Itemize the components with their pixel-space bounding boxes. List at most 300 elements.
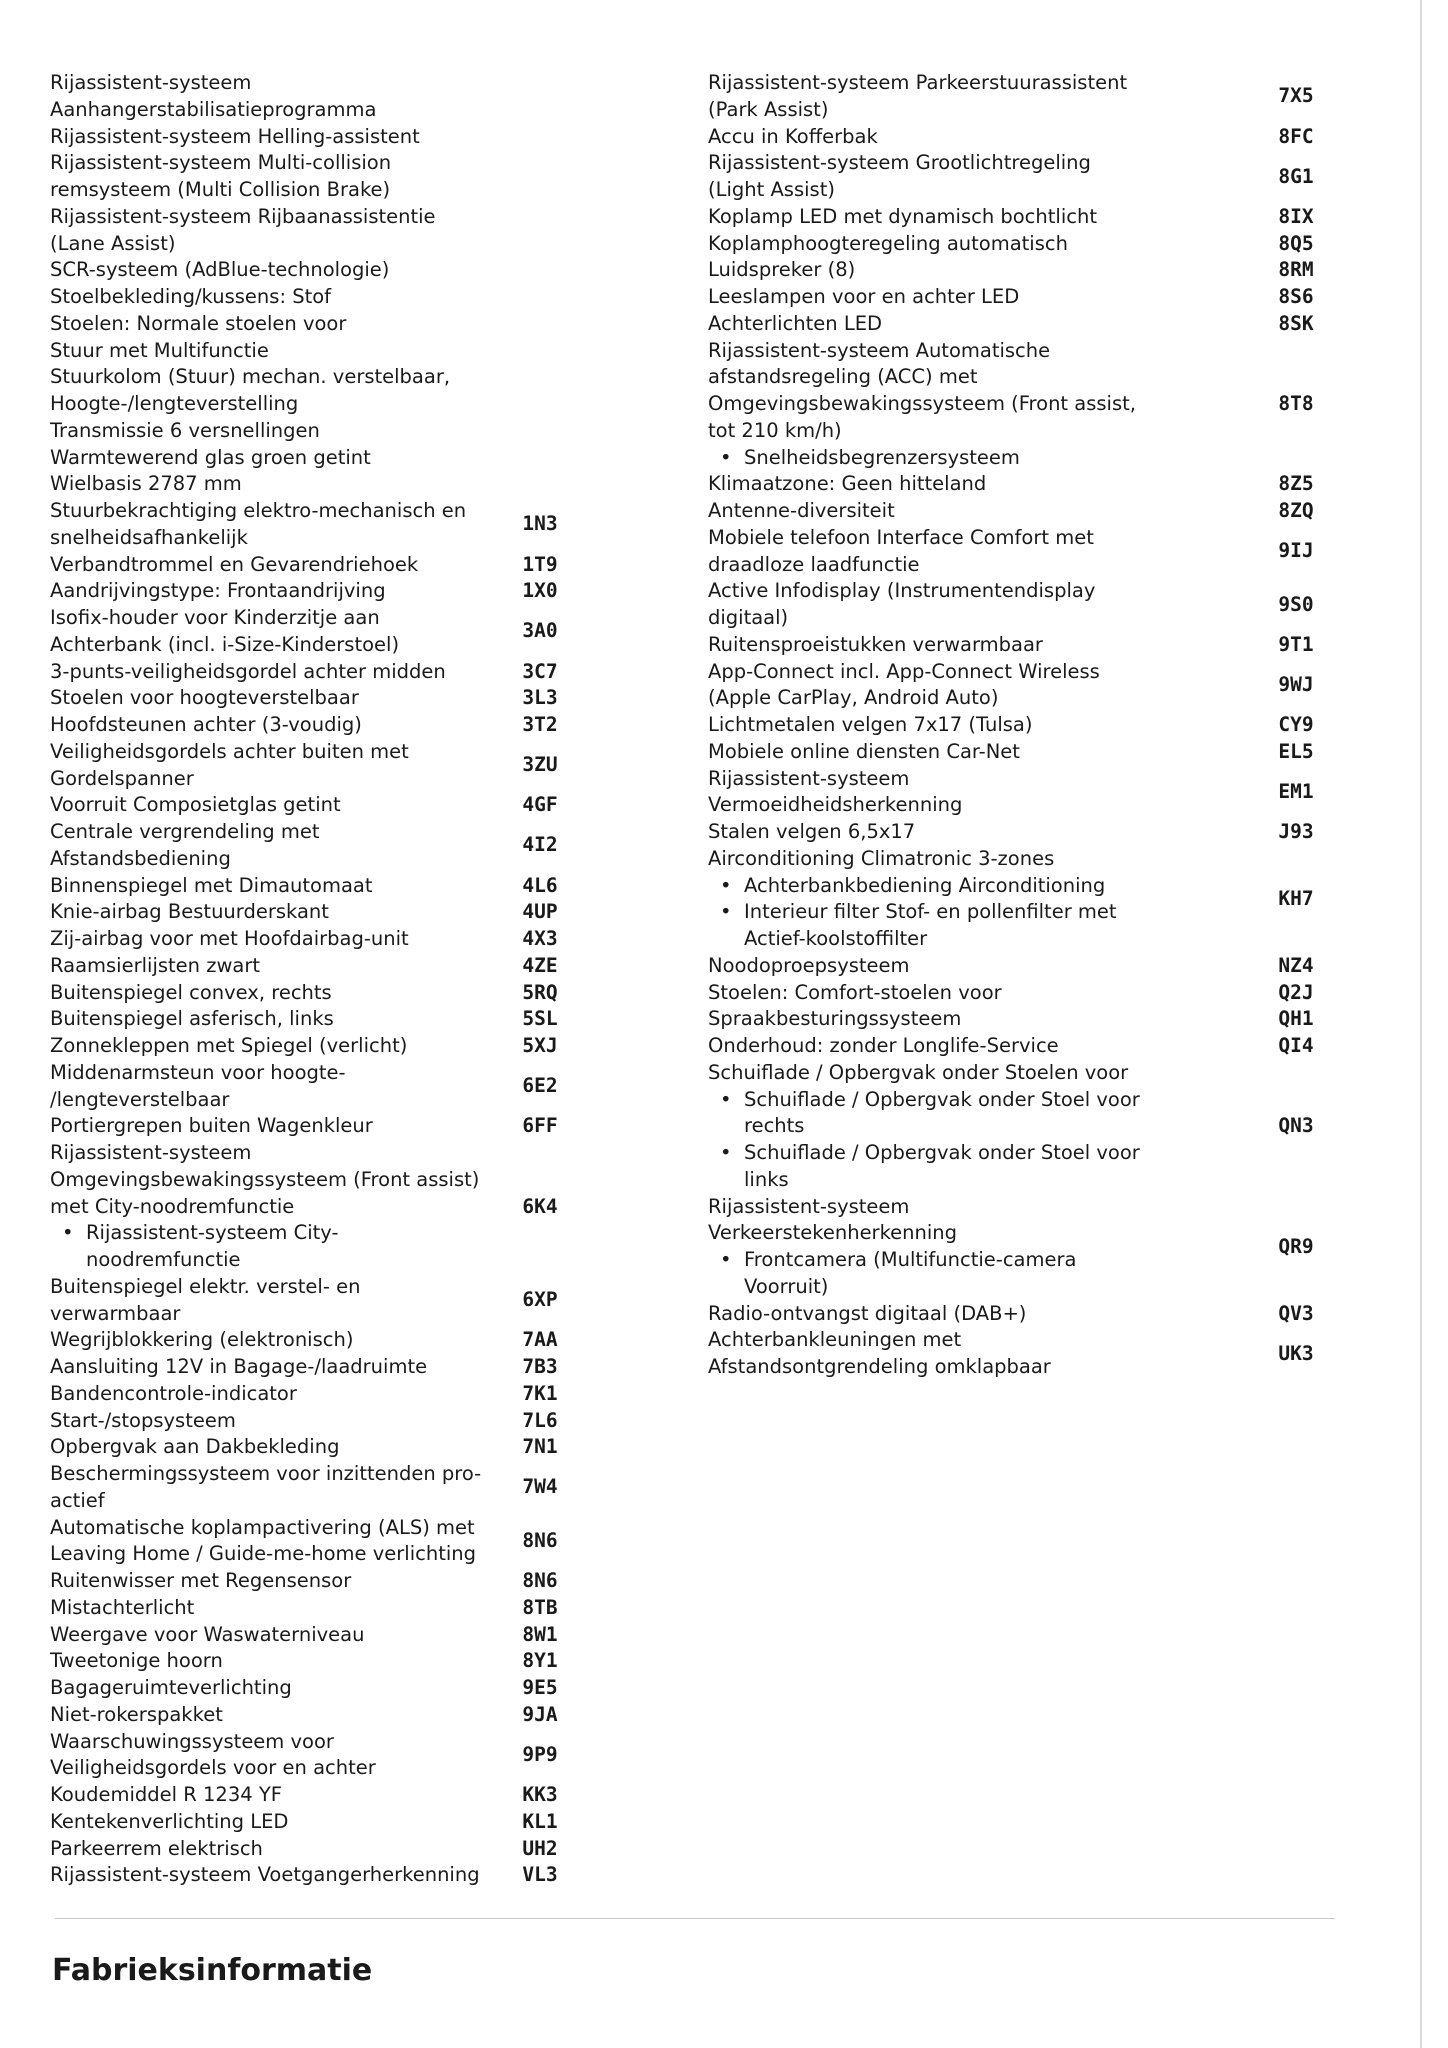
option-code: 6XP [522,1288,558,1312]
description-line: digitaal) [708,606,789,629]
option-code: 9S0 [1278,592,1314,616]
description-line: Gordelspanner [50,766,194,790]
description-line: Rijassistent-systeem [708,766,910,790]
option-row [50,899,690,926]
description-line: Koudemiddel R 1234 YF [50,1783,282,1806]
option-row [50,257,690,284]
option-row [50,552,690,579]
description-line: snelheidsafhankelijk [50,525,248,549]
option-description [708,284,1190,311]
option-description [50,792,500,819]
option-description [50,1140,500,1274]
option-code: 4GF [522,793,558,817]
description-line: App-Connect incl. App-Connect Wireless [708,659,1100,683]
description-line: Automatische koplampactivering (ALS) met [50,1515,475,1539]
option-code: VL3 [522,1863,558,1887]
description-bullet: noodremfunctie [86,1248,241,1271]
option-description [708,1033,1190,1060]
description-line: actief [50,1488,105,1512]
description-line: Achterbank (incl. i-Size-Kinderstoel) [50,632,400,656]
description-bullet: • Achterbankbediening Airconditioning [708,873,1178,900]
option-code: 4X3 [522,927,558,950]
description-line: Stoelen voor hoogteverstelbaar [50,686,359,710]
option-description [50,1809,500,1836]
option-row [708,632,1348,659]
option-code: 8S6 [1278,285,1314,308]
description-line: Zonnekleppen met Spiegel (verlicht) [50,1034,408,1057]
option-code: NZ4 [1278,953,1314,977]
description-line: Rijassistent-systeem Automatische [708,338,1051,362]
option-code: 9JA [522,1702,558,1726]
option-description [708,471,1190,498]
option-row [50,1274,690,1328]
description-line: Bandencontrole-indicator [50,1381,297,1405]
option-row [50,150,690,204]
description-line: Wielbasis 2787 mm [50,472,242,496]
description-line: Start-/stopsysteem [50,1408,236,1432]
option-code: 7N1 [522,1435,558,1459]
option-description [708,1194,1190,1301]
description-line: Rijassistent-systeem [50,71,252,94]
description-line: verwarmbaar [50,1301,181,1325]
description-line: Wegrijblokkering (elektronisch) [50,1328,354,1352]
option-code: 9WJ [1278,672,1314,696]
option-description [708,819,1190,846]
description-line: Mobiele telefoon Interface Comfort met [708,525,1094,549]
option-description [708,739,1190,766]
option-row [50,1354,690,1381]
option-row [50,980,690,1007]
option-row [708,712,1348,739]
option-description [50,1354,500,1381]
option-row [50,284,690,311]
description-line: Veiligheidsgordels achter buiten met [50,739,409,763]
description-line: 3-punts-veiligheidsgordel achter midden [50,659,446,683]
option-code: 3A0 [522,619,558,643]
option-code: 1N3 [522,512,558,536]
option-code: 1X0 [522,579,558,603]
description-line: (Lane Assist) [50,231,176,255]
option-description [50,284,500,311]
option-description [50,1408,500,1435]
option-code: 8T8 [1278,392,1314,415]
description-line: Rijassistent-systeem Voetgangerherkenning [50,1863,480,1887]
option-row [50,1113,690,1140]
description-line: Rijassistent-systeem Helling-assistent [50,124,420,148]
option-description [708,70,1190,124]
option-row [50,1729,690,1783]
option-code: 8N6 [522,1569,558,1592]
option-code: 8Y1 [522,1649,558,1673]
option-description [708,1006,1190,1033]
description-line: Airconditioning Climatronic 3-zones [708,846,1055,870]
option-code: QH1 [1278,1007,1314,1031]
description-line: Portiergrepen buiten Wagenkleur [50,1114,373,1138]
option-row [50,1862,690,1889]
option-row [50,1836,690,1863]
option-row [708,819,1348,846]
description-line: Antenne-diversiteit [708,499,895,522]
option-code: 9E5 [522,1676,558,1699]
option-row [708,150,1348,204]
option-code: QN3 [1278,1114,1314,1138]
option-code: 8FC [1278,124,1314,148]
option-row [50,445,690,472]
option-row [50,1060,690,1114]
description-line: Mobiele online diensten Car-Net [708,739,1020,763]
description-line: (Light Assist) [708,178,835,201]
option-row [50,926,690,953]
option-description [708,204,1190,231]
option-description [708,980,1190,1007]
description-line: Rijassistent-systeem [50,1141,252,1164]
description-line: Luidspreker (8) [708,258,856,282]
option-description [50,445,500,472]
option-code: 7W4 [522,1475,558,1499]
option-row [50,364,690,418]
option-description [50,1381,500,1408]
description-line: Centrale vergrendeling met [50,820,320,843]
description-line: afstandsregeling (ACC) met [708,365,978,389]
description-line: Ruitensproeistukken verwarmbaar [708,632,1043,656]
option-code: 6FF [522,1114,558,1138]
option-row [50,1006,690,1033]
description-line: Binnenspiegel met Dimautomaat [50,873,373,897]
description-line: Opbergvak aan Dakbekleding [50,1435,340,1459]
description-line: Stoelbekleding/kussens: Stof [50,285,332,308]
description-line: Verbandtrommel en Gevarendriehoek [50,552,419,576]
description-line: Transmissie 6 versnellingen [50,418,320,442]
option-description [50,1729,500,1783]
option-code: 7L6 [522,1408,558,1432]
description-line: draadloze laadfunctie [708,552,920,576]
option-code: 1T9 [522,552,558,576]
option-description [50,1461,500,1515]
option-description [50,873,500,900]
option-row [708,498,1348,525]
option-description [708,632,1190,659]
option-code: KK3 [522,1783,558,1806]
option-description [708,150,1190,204]
option-row [708,1327,1348,1381]
option-row [708,204,1348,231]
description-line: Ruitenwisser met Regensensor [50,1569,352,1592]
option-row [708,284,1348,311]
option-code: QR9 [1278,1234,1314,1258]
option-row [50,1140,690,1274]
option-row [50,739,690,793]
description-line: Knie-airbag Bestuurderskant [50,900,329,924]
description-bullet: • Schuiflade / Opbergvak onder Stoel voor [708,1140,1178,1167]
option-description [50,1675,500,1702]
option-description [50,124,500,151]
section-title: Fabrieksinformatie [52,1953,373,1988]
option-description [50,578,500,605]
option-row [50,578,690,605]
option-row [50,1622,690,1649]
option-description [50,1327,500,1354]
option-row [50,1782,690,1809]
option-description [50,899,500,926]
description-line: Middenarmsteun voor hoogte- [50,1060,346,1084]
option-code: 4L6 [522,873,558,897]
option-code: 7K1 [522,1381,558,1405]
option-code: 3L3 [522,686,558,710]
option-code: 8W1 [522,1622,558,1646]
description-line: Koplamphoogteregeling automatisch [708,231,1068,255]
option-row [708,1060,1348,1194]
option-code: 8Q5 [1278,231,1314,255]
option-code: 8RM [1278,258,1314,282]
description-line: met City-noodremfunctie [50,1194,295,1218]
option-code: 9IJ [1278,539,1314,563]
option-description [50,926,500,953]
description-line: Stoelen: Normale stoelen voor [50,311,347,335]
description-line: Mistachterlicht [50,1595,195,1619]
option-row [708,257,1348,284]
option-row [708,980,1348,1007]
option-description [708,953,1190,980]
option-code: UK3 [1278,1341,1314,1365]
option-row [50,311,690,338]
option-description [50,471,500,498]
option-code: 8ZQ [1278,499,1314,522]
description-line: Buitenspiegel asferisch, links [50,1007,334,1031]
option-code: 9P9 [522,1742,558,1766]
option-code: 4ZE [522,953,558,977]
description-line: /lengteverstelbaar [50,1087,230,1111]
description-line: Klimaatzone: Geen hitteland [708,472,987,496]
description-line: Aanhangerstabilisatieprogramma [50,97,377,121]
option-code: 8G1 [1278,164,1314,188]
option-code: 8SK [1278,311,1314,335]
description-bullet: • Schuiflade / Opbergvak onder Stoel voor [708,1087,1178,1114]
option-code: EL5 [1278,739,1314,763]
option-row [50,471,690,498]
option-code: KL1 [522,1809,558,1833]
option-description [50,204,500,258]
option-code: KH7 [1278,886,1314,910]
option-description [50,1862,500,1889]
description-line: Afstandsontgrendeling omklapbaar [708,1355,1051,1378]
option-row [708,846,1348,953]
option-row [50,70,690,124]
description-line: Beschermingssysteem voor inzittenden pro- [50,1462,482,1485]
option-code: EM1 [1278,779,1314,803]
option-row [50,1648,690,1675]
option-description [708,525,1190,579]
option-row [50,204,690,258]
description-line: Aansluiting 12V in Bagage-/laadruimte [50,1355,428,1378]
option-row [50,498,690,552]
description-line: Weergave voor Waswaterniveau [50,1622,365,1646]
description-line: Rijassistent-systeem [708,1194,910,1218]
option-description [50,739,500,793]
option-code: 3ZU [522,753,558,777]
description-line: Rijassistent-systeem Parkeerstuurassistent [708,71,1128,94]
option-description [708,578,1190,632]
option-row [50,1675,690,1702]
option-code: 8Z5 [1278,472,1314,496]
description-line: Vermoeidheidsherkenning [708,793,963,817]
description-line: Buitenspiegel convex, rechts [50,980,332,1004]
option-row [708,124,1348,151]
option-row [708,659,1348,713]
option-code: 7X5 [1278,84,1314,108]
option-description [50,338,500,365]
description-line: Lichtmetalen velgen 7x17 (Tulsa) [708,713,1033,736]
description-line: Raamsierlijsten zwart [50,953,261,977]
option-description [708,124,1190,151]
description-line: Spraakbesturingssysteem [708,1007,962,1031]
option-code: 3C7 [522,659,558,683]
option-code: 7B3 [522,1355,558,1378]
option-row [708,578,1348,632]
option-row [50,1327,690,1354]
option-row [708,1301,1348,1328]
description-line: Stalen velgen 6,5x17 [708,820,916,843]
description-bullet: rechts [744,1114,805,1138]
option-description [50,712,500,739]
description-bullet: • Frontcamera (Multifunctie-camera [708,1247,1178,1274]
description-line: Leaving Home / Guide-me-home verlichting [50,1542,476,1566]
option-row [50,1809,690,1836]
option-description [50,819,500,873]
option-description [708,712,1190,739]
option-description [50,1648,500,1675]
option-code: 8IX [1278,204,1314,228]
option-row [708,471,1348,498]
description-line: Rijassistent-systeem Multi-collision [50,151,392,175]
option-row [708,1033,1348,1060]
description-line: Achterbankleuningen met [708,1328,962,1352]
option-description [50,150,500,204]
option-code: QV3 [1278,1301,1314,1325]
option-row [50,953,690,980]
option-row [50,605,690,659]
description-line: (Park Assist) [708,97,829,121]
option-row [708,338,1348,472]
description-bullet: • Snelheidsbegrenzersysteem [708,445,1178,472]
description-line: (Apple CarPlay, Android Auto) [708,686,999,710]
option-description [50,1006,500,1033]
option-code: 6K4 [522,1194,558,1218]
description-line: Leeslampen voor en achter LED [708,285,1020,308]
option-description [50,1782,500,1809]
option-code: 5SL [522,1007,558,1031]
option-code: Q2J [1278,980,1314,1004]
option-description [50,552,500,579]
option-row [50,1568,690,1595]
description-line: Rijassistent-systeem Rijbaanassistentie [50,204,436,228]
option-row [708,766,1348,820]
description-line: Bagageruimteverlichting [50,1676,292,1699]
option-code: 8N6 [522,1528,558,1552]
description-line: Koplamp LED met dynamisch bochtlicht [708,204,1097,228]
option-row [50,124,690,151]
option-row [708,1006,1348,1033]
option-description [50,1274,500,1328]
option-description [708,311,1190,338]
option-row [50,873,690,900]
option-description [50,1595,500,1622]
description-line: Parkeerrem elektrisch [50,1836,263,1860]
option-description [50,364,500,418]
option-description [50,70,500,124]
option-description [50,953,500,980]
description-line: Veiligheidsgordels voor en achter [50,1756,376,1780]
description-line: Rijassistent-systeem Grootlichtregeling [708,151,1091,175]
option-code: QI4 [1278,1034,1314,1057]
option-description [708,846,1190,953]
description-line: Kentekenverlichting LED [50,1809,289,1833]
option-row [50,1702,690,1729]
description-line: Voorruit Composietglas getint [50,793,341,817]
description-line: Accu in Kofferbak [708,124,878,148]
description-line: Afstandsbediening [50,846,231,870]
option-row [50,792,690,819]
option-description [50,1113,500,1140]
option-row [50,819,690,873]
description-line: Stuurbekrachtiging elektro-mechanisch en [50,499,467,522]
option-code: J93 [1278,820,1314,843]
option-row [708,1194,1348,1301]
option-row [50,418,690,445]
page-edge [1420,0,1422,2048]
option-description [708,766,1190,820]
option-description [50,257,500,284]
option-row [50,1434,690,1461]
option-description [50,1060,500,1114]
description-line: Hoofdsteunen achter (3-voudig) [50,713,362,736]
option-description [50,1836,500,1863]
option-description [50,418,500,445]
option-row [708,525,1348,579]
option-row [50,338,690,365]
options-list-right [708,70,1348,1381]
description-line: Omgevingsbewakingssysteem (Front assist) [50,1167,480,1191]
option-code: 5RQ [522,980,558,1004]
option-row [50,1408,690,1435]
option-description [708,1327,1190,1381]
description-bullet: • Interieur filter Stof- en pollenfilter met [708,899,1178,926]
description-line: Onderhoud: zonder Longlife-Service [708,1034,1059,1057]
option-description [708,659,1190,713]
option-description [708,257,1190,284]
option-row [50,1461,690,1515]
description-line: Buitenspiegel elektr. verstel- en [50,1274,361,1298]
option-description [50,1515,500,1569]
description-line: SCR-systeem (AdBlue-technologie) [50,258,390,282]
option-description [50,980,500,1007]
option-code: 7AA [522,1328,558,1352]
option-description [708,1060,1190,1194]
option-row [50,1515,690,1569]
options-list-left [50,70,690,1889]
option-row [50,685,690,712]
description-line: tot 210 km/h) [708,418,842,442]
option-description [50,1622,500,1649]
option-code: 6E2 [522,1074,558,1098]
option-code: CY9 [1278,713,1314,736]
option-code: 3T2 [522,713,558,736]
description-line: Aandrijvingstype: Frontaandrijving [50,579,386,603]
description-line: Warmtewerend glas groen getint [50,445,371,469]
option-description [50,659,500,686]
option-description [50,605,500,659]
option-description [708,338,1190,472]
option-description [50,498,500,552]
